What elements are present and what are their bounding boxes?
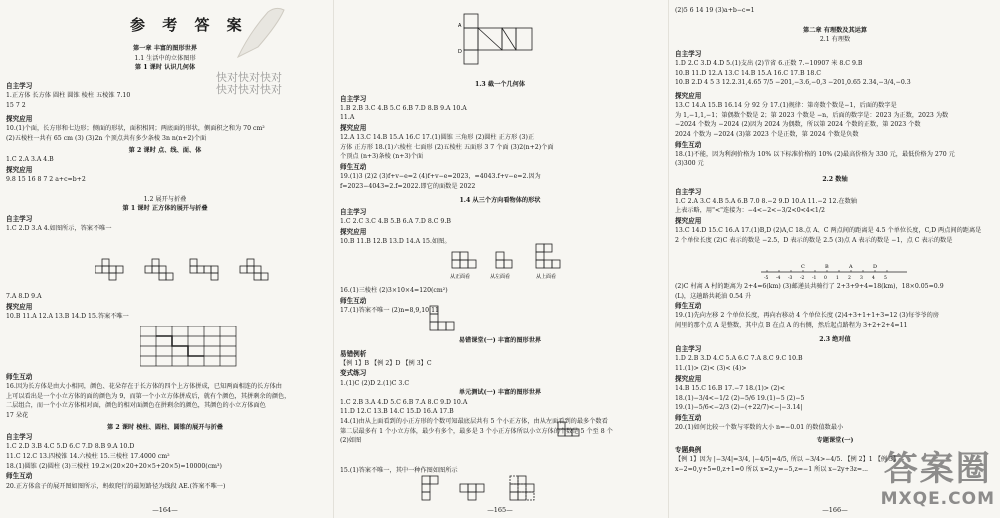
- answer-line: (L)，这趟路共耗油 0.54 升: [675, 292, 752, 300]
- grid-figure: [140, 326, 240, 370]
- answer-line: 方体 正方形 18.(1)六棱柱 七面形 (2)五棱柱 五面形 3 7 个面 (3)2(n+2)个面: [340, 143, 554, 151]
- answer-line: 上表示略，用"<"连接为：−4<−2<−3/2<0<4<1/2: [675, 207, 825, 215]
- watermark-main: 答案圈: [883, 448, 992, 489]
- answer-line: (2)C 村离 A 村的距离为 2+4=6(km) (3)邮递员共骑行了 2+3+9+4=18(km)，18×0.05=0.9: [675, 283, 944, 290]
- subheading: 自主学习: [6, 433, 33, 442]
- axis-tick-label: -2: [800, 276, 805, 281]
- answer-line: 16.因为长方体是由大小相同，颜色、花朵存在于长方体的四个上方体拼成，已知两面相连的长方体由: [6, 383, 282, 391]
- axis-tick-label: 3: [860, 276, 863, 281]
- answer-line: f=2023−4043=2.f=2022.即它的面数是 2022: [340, 182, 476, 190]
- answer-line: (3)300 元: [675, 160, 704, 168]
- answer-line: 18.(1)−3/4<−1/2 (2)−5/6 19.(1)−5 (2)−5: [675, 394, 805, 402]
- answer-line: 13.C 14.D 15.C 16.A 17.(1)B,D (2)A,C 18.点 A、C 两点间的距离是 4.5 个单位长度，C,D 两点间的距离是: [675, 227, 982, 235]
- answer-line: 1.C 2.D 3.B 4.C 5.D 6.C 7.D 8.B 9.A 10.D: [6, 443, 135, 451]
- subheading: 师生互动: [340, 163, 367, 172]
- answer-line: 15 7 2: [6, 101, 26, 109]
- answer-line: 20.(1)如何比较一个数与零数的大小 n=−0.01 的数值数最小: [675, 423, 844, 431]
- section-heading: 2.3 绝对值: [819, 335, 851, 343]
- subheading: 专题典例: [675, 446, 702, 455]
- subheading: 探究应用: [675, 374, 702, 383]
- answer-line: 18.(1)圆锥 (2)圆柱 (3)三棱柱 19.2×(20×20+20×5+20×5)=10000(cm³): [6, 462, 222, 470]
- subheading: 自主学习: [340, 208, 367, 217]
- answer-line: 10.B 11.A 12.A 13.B 14.D 15.答案不唯一: [6, 312, 129, 320]
- answer-line: 1.(1)C (2)D 2.(1)C 3.C: [340, 379, 410, 387]
- section-heading: 1.3 截一个几何体: [474, 81, 526, 88]
- subheading: 探究应用: [340, 124, 367, 133]
- lesson-heading: 第 2 课时 点、线、面、体: [128, 146, 202, 154]
- subheading: 变式练习: [340, 369, 367, 378]
- answer-line: 7.A 8.D 9.A: [6, 293, 42, 300]
- answer-line: 17 朵花: [6, 412, 29, 420]
- axis-tick-label: -5: [764, 276, 769, 281]
- view-label: 从正面看: [450, 274, 471, 280]
- answer-line: 10.B 11.B 12.B 13.D 14.A 15.如图。: [340, 238, 451, 246]
- subheading: 自主学习: [675, 345, 702, 354]
- answer-line: 1.C 2.C 3.C 4.B 5.B 6.A 7.D 8.C 9.B: [340, 218, 451, 226]
- subheading: 探究应用: [6, 115, 33, 124]
- answer-line: 1.C 2.A 3.A 4.B: [6, 156, 54, 164]
- answer-line: (2)五棱柱一共有 65 cm (3) (3)2n 个顶点共有多少条棱 3n n(n+2)个面: [6, 135, 207, 143]
- answer-line: 14.(1)由从上面看到的小正方形的个数可知最底层共有 5 个小正方体，由从左面看到的最多个数看: [340, 418, 608, 426]
- section-heading: 2.1 有理数: [819, 36, 851, 44]
- point-label: A: [849, 264, 853, 270]
- answer-line: 17.(1)答案不唯一 (2)n=8,9,10,11: [340, 306, 439, 314]
- answer-line: 个顶点 (n+3)条棱 (n+3)个面: [340, 153, 424, 161]
- subheading: 探究应用: [6, 165, 33, 174]
- axis-tick-label: -3: [788, 276, 793, 281]
- point-label: D: [873, 264, 878, 270]
- unit-test-heading: 单元测试(一) 丰富的图形世界: [458, 389, 542, 397]
- answer-line: 10.(1)个面，长方形和七边形；侧面的形状，面积相同；两底面的形状，侧面积之和为 70 cm²: [6, 125, 265, 133]
- stack-figure: [554, 420, 594, 444]
- subheading: 自主学习: [340, 94, 367, 103]
- subheading: 探究应用: [6, 302, 33, 311]
- answer-line: 19.(1)先向左移 2 个单位长度，再向右移动 4 个单位长度 (2)4+3+1+1+3=12 (3)每爷爷的房: [675, 312, 939, 320]
- subheading: 师生互动: [675, 302, 702, 311]
- answer-line: 14.B 15.C 16.B 17.−7 18.(1)> (2)<: [675, 384, 785, 392]
- answer-line: 11.A: [340, 114, 355, 122]
- review-heading: 专题课堂(一): [816, 436, 854, 444]
- answer-line: 1.B 2.B 3.C 4.B 5.C 6.B 7.D 8.B 9.A 10.A: [340, 104, 467, 112]
- answer-line: 【例 1】因为 |−3/4|=3/4, |−4/5|=4/5, 所以 −3/4>−4/5. 【例 2】1 【例 3】: [675, 456, 900, 464]
- answer-line: 【例 1】B 【例 2】D 【例 3】C: [340, 359, 432, 367]
- block-figure: [426, 304, 466, 334]
- subheading: 探究应用: [340, 227, 367, 236]
- view-label: 从左面看: [490, 274, 511, 280]
- watermark-logo: [880, 448, 995, 512]
- answer-line: 2024 个数为 −2024 (3)第 2023 个是正数，第 2024 个数是负数: [675, 130, 859, 138]
- watermark-sub: MXQE.COM: [880, 488, 995, 509]
- right-page: [668, 0, 1000, 518]
- point-label: B: [825, 264, 829, 270]
- subheading: 易错例析: [340, 349, 367, 358]
- section-heading: 1.2 展开与折叠: [143, 195, 187, 203]
- section-heading: 2.2 数轴: [822, 175, 848, 183]
- prism-net-figure: [454, 8, 544, 80]
- axis-tick-label: 2: [848, 276, 851, 281]
- axis-tick-label: 0: [824, 276, 827, 281]
- answer-line: 1.正方体 长方体 圆柱 圆锥 棱柱 五棱锥 7.10: [6, 92, 131, 100]
- subheading: 自主学习: [675, 49, 702, 58]
- svg-text:D: D: [458, 49, 462, 55]
- svg-text:A: A: [458, 23, 462, 29]
- answer-line: 间里的那个点 A 是整数，其中点 B 在点 A 的右侧，然后起点路程为 3+2+2+4=11: [675, 322, 908, 330]
- subheading: 自主学习: [675, 187, 702, 196]
- answer-line: 9.8 15 16 8 7 2 a+c=b+2: [6, 176, 86, 184]
- subheading: 师生互动: [340, 296, 367, 305]
- answer-line: 1.C 2.D 3.A 4.如图所示，答案不唯一: [6, 225, 112, 233]
- page-title: 参 考 答 案: [130, 16, 248, 34]
- answer-line: 19.(1)−5/6<−2/3 (2)−(+22/7)<−|−3.14|: [675, 404, 803, 412]
- cube-net-figures: [95, 258, 295, 288]
- answer-line: 11.D 12.C 13.B 14.C 15.D 16.A 17.B: [340, 408, 454, 416]
- answer-line: 19.(1)3 (2)2 (3)f+v−e=2 (4)f+v−e=2023，=4043.f+v−e=2.因为: [340, 173, 541, 181]
- lesson-heading: 第 2 课时 棱柱、圆柱、圆锥的展开与折叠: [107, 423, 223, 431]
- section-heading: 1.4 从三个方向看物体的形状: [459, 196, 541, 204]
- left-page: [0, 0, 330, 518]
- answer-line: (2)5 6 14 19 (3)a+b−c=1: [675, 7, 755, 14]
- answer-line: 20.正方体盒子的展开图如图所示，蚂蚁爬行的最短路径为线段 AE.(答案不唯一): [6, 482, 226, 490]
- answer-line: 第二层最多有 1 个小立方体，最少有多个，最多是 3 个小正方体所以小立方体的个数是 5 个至 8 个: [340, 427, 613, 435]
- subheading: 师生互动: [6, 373, 33, 381]
- subheading: 探究应用: [675, 91, 702, 100]
- chapter-heading: 第二章 有理数及其运算: [802, 26, 868, 34]
- watermark-label: 快对快对快对 快对快对快对: [216, 71, 282, 97]
- answer-line: 1.C 2.B 3.A 4.D 5.C 6.B 7.A 8.C 9.D 10.A: [340, 398, 468, 406]
- subheading: 自主学习: [6, 214, 33, 223]
- answer-line: 1.D 2.C 3.D 4.D 5.(1)支出 (2)节省 6.正数 7.−10907 米 8.C 9.B: [675, 60, 863, 68]
- review-heading: 易错课堂(一) 丰富的图形世界: [458, 337, 542, 344]
- subheading: 师生互动: [675, 413, 702, 422]
- lesson-heading: 第 1 课时 正方体的展开与折叠: [122, 205, 208, 213]
- number-line-figure: [759, 260, 909, 282]
- three-views-figure: [444, 242, 574, 284]
- answer-line: −2024 个数为 −2024 (2)因为 2024 为偶数，所以第 2024 个数的正数，第 2023 个数: [675, 121, 921, 129]
- lesson-heading: 第 1 课时 认识几何体: [134, 64, 196, 72]
- answer-line: 12.A 13.C 14.B 15.A 16.C 17.(1)圆锥 三角形 (2)圆柱 正方形 (3)正: [340, 134, 535, 142]
- answer-line: 上可以看出是一个小立方体的面的颜色为 9，而第一个小立方体拼成后，就有个颜色，其拼剩余的颜色，: [6, 392, 291, 400]
- axis-tick-label: -4: [776, 276, 781, 281]
- subheading: 探究应用: [675, 217, 702, 226]
- watermark-text: [216, 72, 282, 96]
- answer-line: 11.C 12.C 13.四棱锥 14.六棱柱 15.三棱柱 17.4000 cm²: [6, 453, 170, 461]
- answer-line: 2 个单位长度 (2)C 表示的数是 −2.5，D 表示的数是 2.5 (3)点 A 表示的数是 −1，点 C 表示的数是: [675, 236, 953, 244]
- point-label: C: [801, 264, 805, 270]
- subheading: 师生互动: [675, 140, 702, 149]
- page-number: —166—: [822, 505, 848, 514]
- axis-tick-label: -1: [812, 276, 817, 281]
- middle-page: [333, 0, 666, 518]
- axis-tick-label: 1: [836, 276, 839, 281]
- chapter-heading: 第一章 丰富的图形世界: [132, 45, 198, 52]
- section-heading: 1.1 生活中的立体图形: [134, 54, 196, 62]
- answer-line: 二层组合，而一个小立方体相对面，颜色的相对面颜色在拼剩余的颜色，其颜色的小立方体面色: [6, 402, 266, 410]
- answer-line: 15.(1)答案不唯一，其中一种作图如图所示: [340, 467, 458, 474]
- answer-line: x−2=0,y+5=0,z+1=0 所以 x=2,y=−5,z=−1 所以 x−2y+3z=...: [675, 466, 869, 474]
- page-number: —165—: [487, 505, 513, 514]
- axis-tick-label: 5: [884, 276, 887, 281]
- subheading: 自主学习: [6, 81, 33, 90]
- answer-line: 11.(1)> (2)< (3)< (4)>: [675, 365, 747, 373]
- answer-line: 10.B 2.D 4 5 3 12.2.31,4.65 7/5 −201,−3.6,−0,3 −201,0.65 2.34,−3/4,−0.3: [675, 79, 911, 87]
- axis-tick-label: 4: [872, 276, 875, 281]
- subheading: 师生互动: [6, 472, 33, 481]
- page-number: —164—: [152, 505, 178, 514]
- answer-line: 1.D 2.B 3.D 4.C 5.A 6.C 7.A 8.C 9.C 10.B: [675, 355, 803, 363]
- answer-line: 1.C 2.A 3.C 4.B 5.A 6.B 7.0 8.−2 9.D 10.A 11.−2 12.在数轴: [675, 197, 857, 205]
- answer-line: 16.(1)三棱柱 (2)3×10×4=120(cm²): [340, 287, 448, 294]
- answer-figures: [420, 474, 570, 508]
- view-label: 从上面看: [536, 274, 557, 280]
- answer-line: 13.C 14.A 15.B 16.14 分 92 分 17.(1)规律：第奇数个数是−1，后面的数字是: [675, 102, 897, 110]
- answer-line: 10.B 11.D 12.A 13.C 14.B 15.A 16.C 17.B 18.C: [675, 69, 822, 77]
- answer-line: 18.(1)不能，因为利润价格为 10% 以下标准价格的 10% (2)最高价格为 330 元，最低价格为 270 元: [675, 150, 955, 158]
- answer-line: 为 1,−1,1,−1；第偶数个数是 2；第 2023 个数是 −n，后面的数字是：2023 为正数，2023 为数: [675, 111, 949, 119]
- answer-line: (2)如图: [340, 437, 362, 445]
